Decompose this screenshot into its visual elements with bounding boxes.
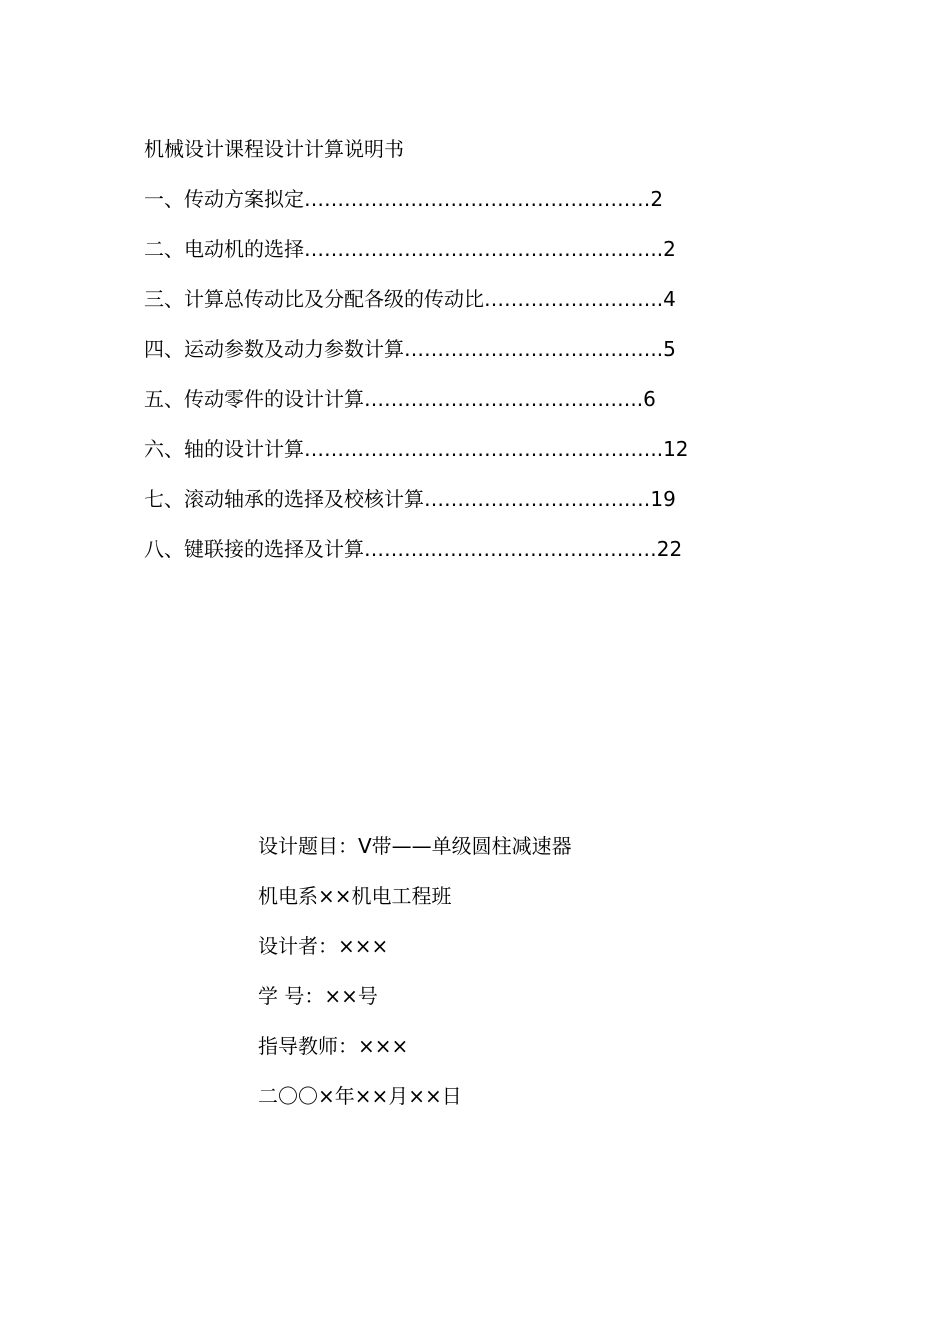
toc-entry: 八、键联接的选择及计算………..……………………………22 (144, 537, 683, 561)
design-topic: 设计题目：V带——单级圆柱减速器 (258, 834, 572, 858)
toc-entry: 一、传动方案拟定…………….………………………………2 (144, 187, 664, 211)
toc-entry: 四、运动参数及动力参数计算………………………….……..5 (144, 337, 676, 361)
toc-entry: 七、滚动轴承的选择及校核计算………………………….…19 (144, 487, 676, 511)
department-class: 机电系××机电工程班 (258, 884, 452, 908)
cover-info (258, 832, 572, 1132)
date: 二〇〇×年××月××日 (258, 1084, 462, 1108)
toc-entry: 二、电动机的选择……………………………………….……..2 (144, 237, 676, 261)
toc-entry: 五、传动零件的设计计算……………………………….…..6 (144, 387, 656, 411)
toc-entry: 六、轴的设计计算………………………………………….…..12 (144, 437, 689, 461)
document-title: 机械设计课程设计计算说明书 (144, 137, 404, 161)
student-number: 学 号：××号 (258, 984, 378, 1008)
designer: 设计者：××× (258, 934, 389, 958)
table-of-contents (144, 185, 764, 585)
supervisor: 指导教师：××× (258, 1034, 409, 1058)
toc-entry: 三、计算总传动比及分配各级的传动比……………….……..4 (144, 287, 676, 311)
